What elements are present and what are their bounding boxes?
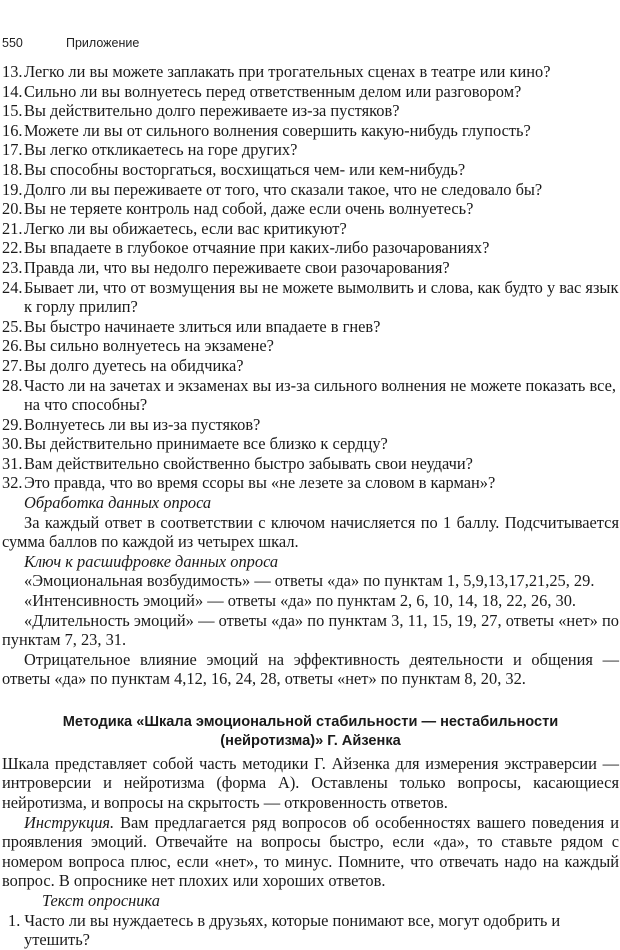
question-number: 25. <box>2 316 23 336</box>
question-text: Легко ли вы обижаетесь, если вас критикуют? <box>24 218 347 238</box>
processing-heading: Обработка данных опроса <box>24 493 212 513</box>
question-number: 30. <box>2 434 23 454</box>
question-text: Можете ли вы от сильного волнения совершить какую-нибудь глупость? <box>24 120 531 140</box>
question-item <box>2 62 619 82</box>
question-number: 15. <box>2 101 23 121</box>
question-text: Правда ли, что вы недолго переживаете свои разочарования? <box>24 257 450 277</box>
question-item <box>2 258 619 278</box>
running-head: Приложение <box>66 36 140 50</box>
method-title <box>2 713 619 752</box>
processing-text: За каждый ответ в соответствии с ключом начисляется по 1 баллу. Подсчитывается сумма баллов по каждой из четырех шкал. <box>2 512 619 552</box>
question-item <box>2 121 619 141</box>
question-item <box>2 199 619 219</box>
question-number: 21. <box>2 218 23 238</box>
question-number: 24. <box>2 277 23 297</box>
key-line: «Интенсивность эмоций» — ответы «да» по пунктам 2, 6, 10, 14, 18, 22, 26, 30. <box>24 591 577 611</box>
question-list <box>2 62 619 493</box>
question-text: Вы впадаете в глубокое отчаяние при каких-либо разочарованиях? <box>24 238 490 258</box>
instruction-label: Инструкция. <box>24 812 115 832</box>
question-text: Сильно ли вы волнуетесь перед ответственным делом или разговором? <box>24 81 522 101</box>
question-number: 29. <box>2 414 23 434</box>
question-number: 17. <box>2 140 23 160</box>
method-title-line: Методика «Шкала эмоциональной стабильности — нестабильности <box>62 714 559 730</box>
page-number: 550 <box>2 36 23 50</box>
questionnaire-heading: Текст опросника <box>42 890 160 910</box>
question-text: Вы действительно принимаете все близко к сердцу? <box>24 434 388 454</box>
question-item <box>2 140 619 160</box>
question-number: 13. <box>2 62 23 81</box>
key-line: «Эмоциональная возбудимость» — ответы «да» по пунктам 1, 5,9,13,17,21,25, 29. <box>24 571 595 591</box>
question-number: 1. <box>8 910 21 930</box>
question-text: Часто ли вы нуждаетесь в друзьях, которые понимают все, могут одобрить и утешить? <box>24 910 561 950</box>
question-text: Бывает ли, что от возмущения вы не можете вымолвить и слова, как будто у вас язык к горлу прилип? <box>24 277 619 317</box>
question-number: 27. <box>2 355 23 375</box>
question-item <box>2 473 619 493</box>
question-item <box>2 219 619 239</box>
instruction-paragraph <box>2 813 619 891</box>
question-item <box>2 160 619 180</box>
question-item <box>2 415 619 435</box>
question-item <box>2 376 619 415</box>
questionnaire-item <box>2 911 619 950</box>
question-text: Легко ли вы можете заплакать при трогательных сценах в театре или кино? <box>24 62 551 81</box>
question-item <box>2 454 619 474</box>
question-item <box>2 82 619 102</box>
question-text: Часто ли на зачетах и экзаменах вы из-за сильного волнения не можете показать все, на что способны? <box>24 375 616 415</box>
question-item <box>2 336 619 356</box>
question-text: Вы действительно долго переживаете из-за пустяков? <box>24 101 400 121</box>
question-text: Вы долго дуетесь на обидчика? <box>24 355 244 375</box>
question-number: 26. <box>2 336 23 356</box>
question-number: 19. <box>2 179 23 199</box>
question-text: Это правда, что во время ссоры вы «не лезете за словом в карман»? <box>24 473 496 493</box>
question-number: 22. <box>2 238 23 258</box>
question-number: 28. <box>2 375 23 395</box>
question-item <box>2 434 619 454</box>
question-item <box>2 101 619 121</box>
question-text: Долго ли вы переживаете от того, что сказали такое, что не следовало бы? <box>24 179 543 199</box>
question-text: Вы быстро начинаете злиться или впадаете в гнев? <box>24 316 381 336</box>
question-number: 14. <box>2 81 23 101</box>
question-text: Вы легко откликаетесь на горе других? <box>24 140 298 160</box>
question-text: Вы сильно волнуетесь на экзамене? <box>24 336 274 356</box>
page-body <box>2 62 619 950</box>
question-text: Вы не теряете контроль над собой, даже если очень волнуетесь? <box>24 199 474 219</box>
question-text: Волнуетесь ли вы из-за пустяков? <box>24 414 261 434</box>
question-number: 31. <box>2 453 23 473</box>
instruction-text: Вам предлагается ряд вопросов об особенностях вашего поведения и проявления эмоций. Отвечайте на вопросы быстро, если «да», то ставьте рядом с номером вопроса плюс, если «нет», то минус. Помните, что отвечать надо на каждый вопрос. В опроснике нет плохих или хороших ответов. <box>2 812 619 891</box>
question-item <box>2 317 619 337</box>
key-line: Отрицательное влияние эмоций на эффективность деятельности и общения — ответы «да» по пунктам 4,12, 16, 24, 28, ответы «нет» по пунктам 8, 20, 32. <box>2 649 619 689</box>
question-number: 32. <box>2 473 23 493</box>
question-item <box>2 356 619 376</box>
question-item <box>2 180 619 200</box>
method-intro: Шкала представляет собой часть методики Г. Айзенка для измерения экстраверсии — интроверсии и нейротизма (форма А). Оставлены только вопросы, касающиеся нейротизма, и вопросы на скрытость — откровенность ответов. <box>2 753 619 812</box>
question-number: 16. <box>2 120 23 140</box>
question-number: 18. <box>2 159 23 179</box>
question-number: 20. <box>2 199 23 219</box>
question-text: Вам действительно свойственно быстро забывать свои неудачи? <box>24 453 473 473</box>
method-title-line: (нейротизма)» Г. Айзенка <box>220 733 401 750</box>
key-heading: Ключ к расшифровке данных опроса <box>24 551 279 571</box>
question-number: 23. <box>2 257 23 277</box>
question-item <box>2 278 619 317</box>
question-text: Вы способны восторгаться, восхищаться чем- или кем-нибудь? <box>24 159 466 179</box>
question-item <box>2 238 619 258</box>
page-header <box>2 34 139 54</box>
key-line: «Длительность эмоций» — ответы «да» по пунктам 3, 11, 15, 19, 27, ответы «нет» по пунктам 7, 23, 31. <box>2 610 619 650</box>
